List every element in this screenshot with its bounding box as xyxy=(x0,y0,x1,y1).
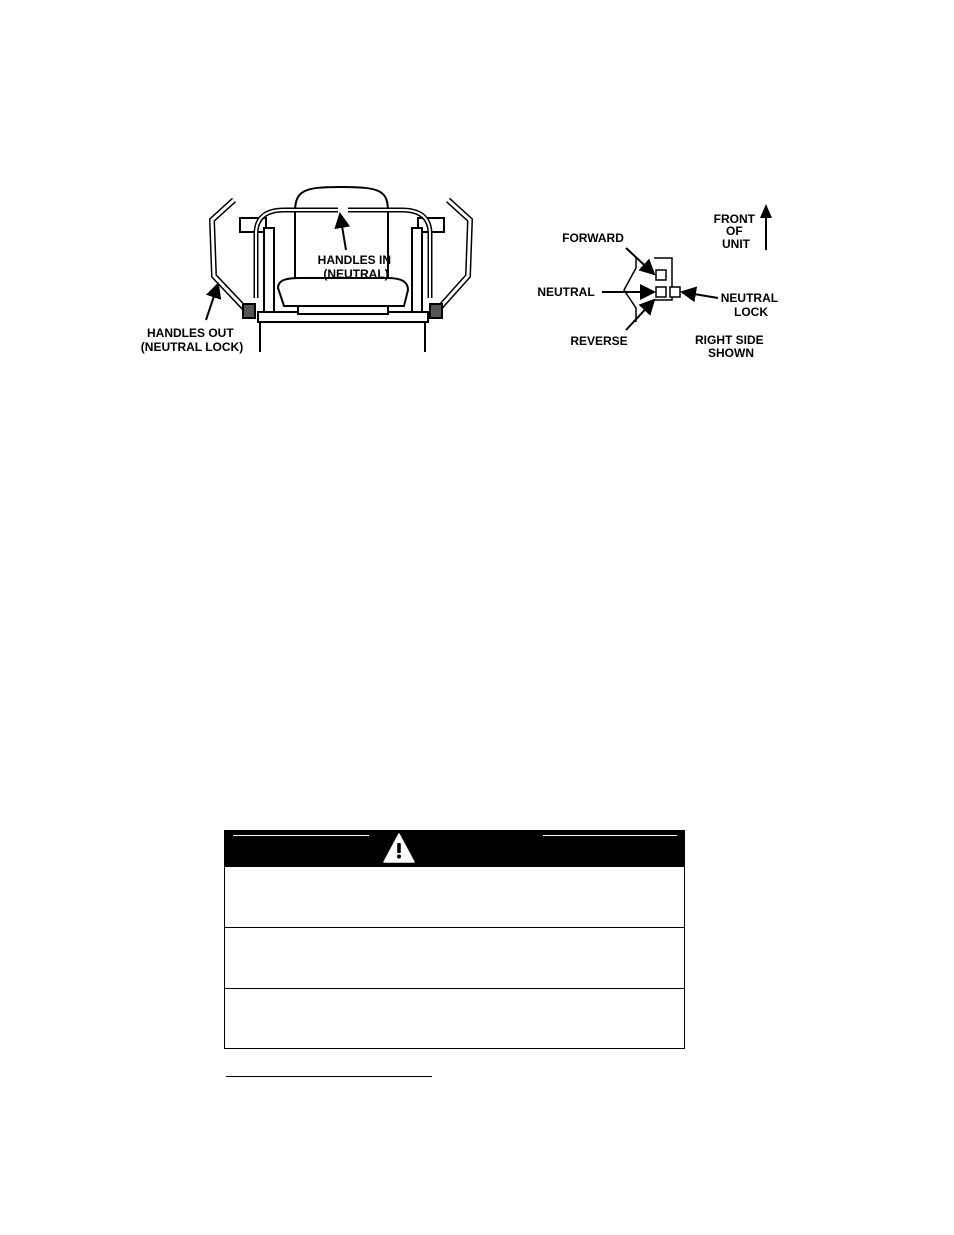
warning-triangle-icon xyxy=(382,832,416,864)
front-of-unit-label: FRONT OF UNIT xyxy=(713,212,755,251)
warning-box xyxy=(224,830,685,1049)
handles-out-label: HANDLES OUT (NEUTRAL LOCK) xyxy=(140,326,244,354)
header-rule-right xyxy=(543,835,677,836)
footnote-rule xyxy=(226,1076,432,1077)
warning-header xyxy=(225,831,684,867)
lever-slot-diagram xyxy=(624,258,680,322)
neutral-lock-label: NEUTRAL LOCK xyxy=(720,291,778,319)
control-handles-figure xyxy=(0,0,954,420)
warning-row xyxy=(225,867,684,928)
warning-row xyxy=(225,928,684,989)
forward-label: FORWARD xyxy=(562,231,624,245)
header-rule-left xyxy=(233,835,369,836)
right-side-shown-label: RIGHT SIDE SHOWN xyxy=(694,333,764,360)
reverse-label: REVERSE xyxy=(570,334,628,348)
warning-row xyxy=(225,989,684,1050)
neutral-label: NEUTRAL xyxy=(537,285,595,299)
handles-in-label: HANDLES IN (NEUTRAL) xyxy=(317,253,391,281)
